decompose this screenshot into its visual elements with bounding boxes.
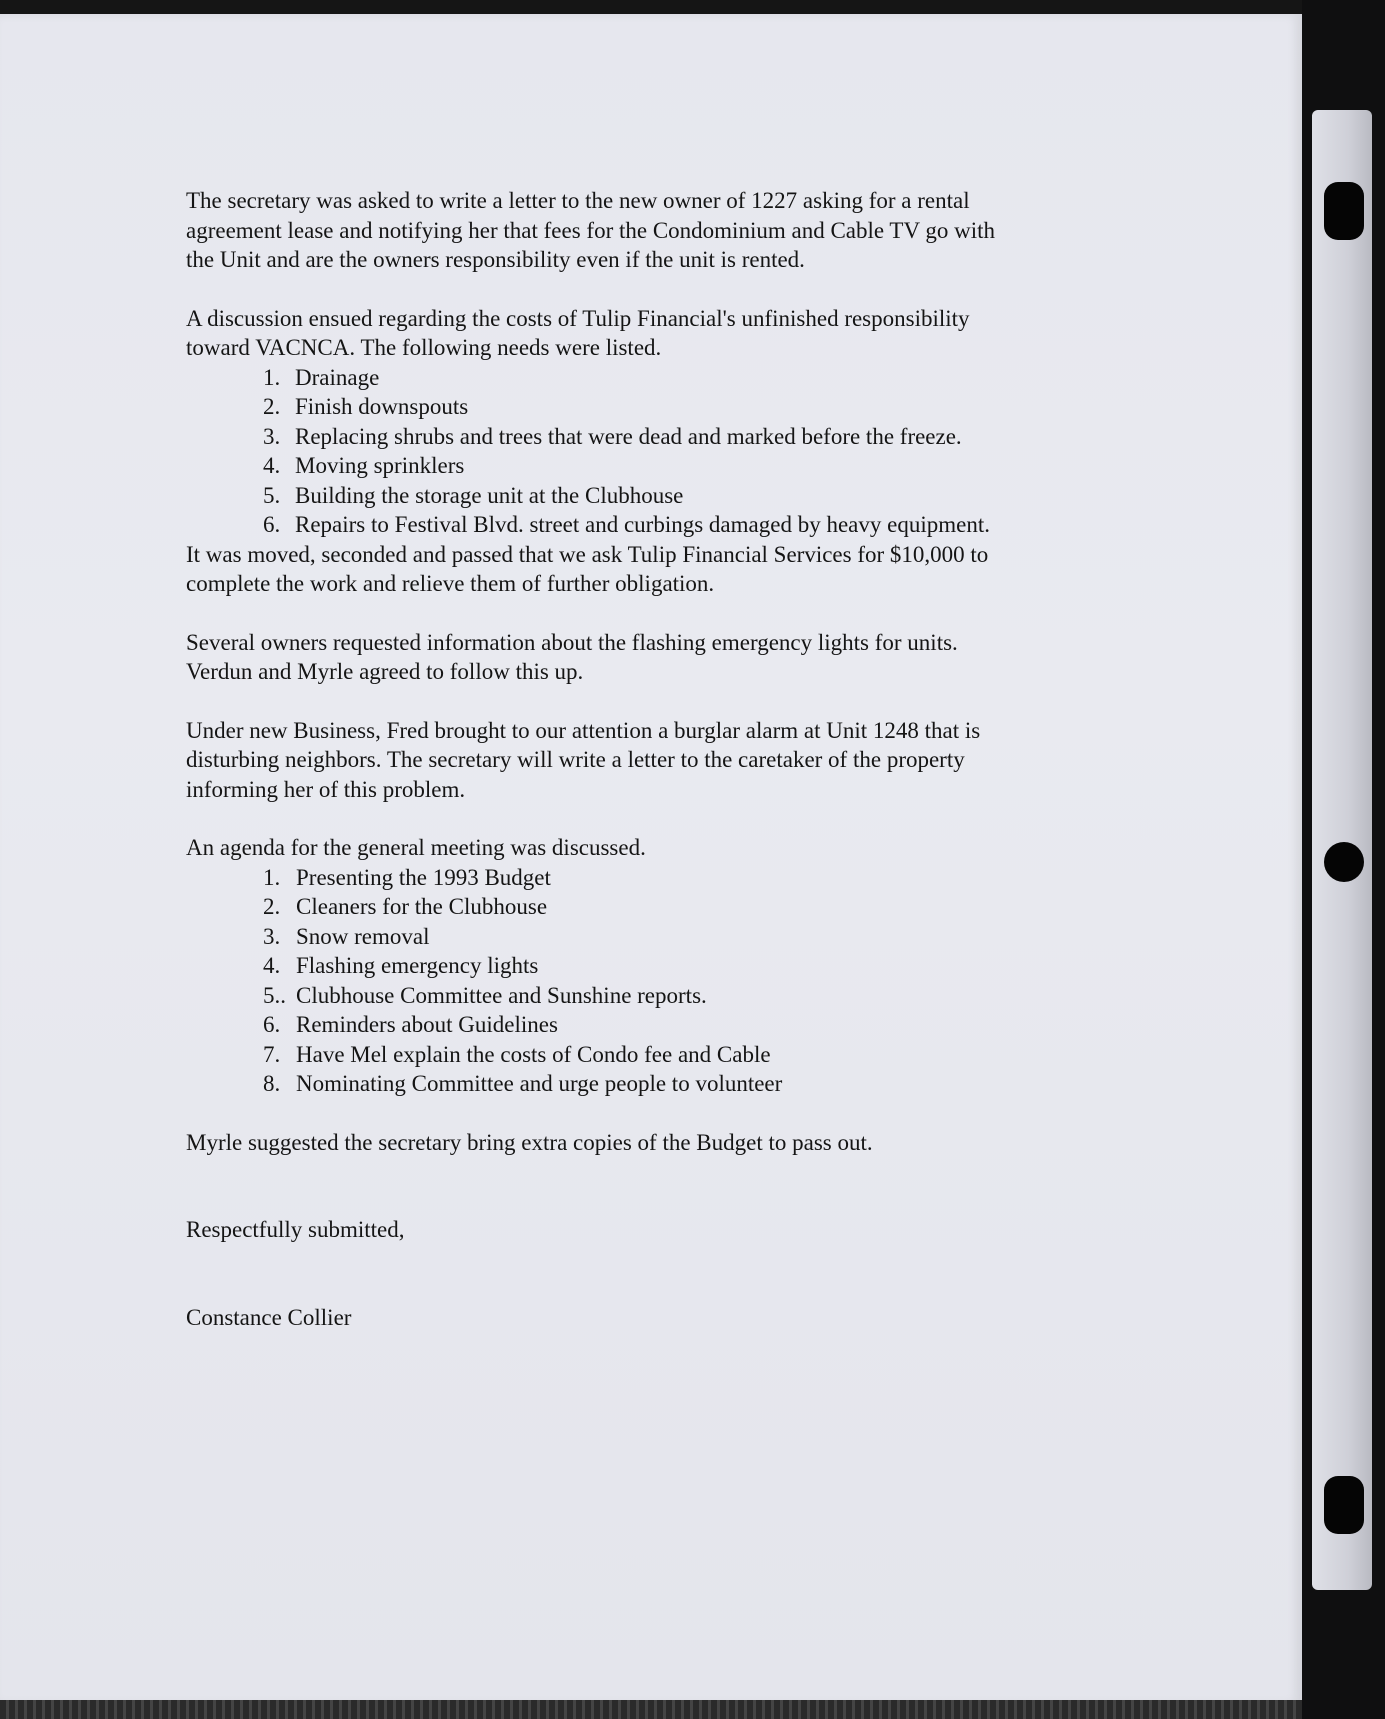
list-number: 1. <box>263 364 281 390</box>
list-item <box>186 922 1086 952</box>
list-number: 8. <box>263 1071 281 1096</box>
list-item <box>186 1040 1086 1070</box>
list-text: Replacing shrubs and trees that were dead and marked before the freeze. <box>295 423 962 449</box>
list-text: Presenting the 1993 Budget <box>296 864 551 890</box>
list-text: Cleaners for the Clubhouse <box>296 894 548 919</box>
needs-list <box>186 363 1086 540</box>
text-line: Verdun and Myrle agreed to follow this up. <box>186 659 584 684</box>
text-line: Several owners requested information about the flashing emergency lights for units. <box>186 629 958 655</box>
list-number: 2. <box>263 894 281 919</box>
list-item <box>186 863 1086 893</box>
list-text: Flashing emergency lights <box>296 953 539 978</box>
list-number: 3. <box>263 423 281 449</box>
list-number: 5.. <box>263 982 286 1008</box>
paragraph-agenda <box>186 833 1086 1099</box>
paragraph-emergency-lights <box>186 628 1086 687</box>
list-item <box>186 1069 1086 1099</box>
text-line: the Unit and are the owners responsibility even if the unit is rented. <box>186 247 805 272</box>
list-text: Have Mel explain the costs of Condo fee and Cable <box>296 1041 771 1067</box>
list-text: Finish downspouts <box>295 394 469 419</box>
punch-hole <box>1324 1476 1364 1534</box>
meeting-minutes-text <box>186 186 1086 1361</box>
list-text: Building the storage unit at the Clubhouse <box>295 482 684 508</box>
text-line: complete the work and relieve them of further obligation. <box>186 571 715 596</box>
text-line: It was moved, seconded and passed that we ask Tulip Financial Services for $10,000 to <box>186 541 989 567</box>
list-text: Reminders about Guidelines <box>296 1012 558 1037</box>
punch-hole <box>1324 182 1364 240</box>
text-line: toward VACNCA. The following needs were listed. <box>186 335 662 360</box>
paragraph-new-business <box>186 716 1086 805</box>
punch-hole <box>1324 842 1364 882</box>
closing-line: Respectfully submitted, <box>186 1217 405 1242</box>
list-text: Nominating Committee and urge people to volunteer <box>296 1071 783 1096</box>
agenda-intro: An agenda for the general meeting was discussed. <box>186 835 646 860</box>
list-item <box>186 1010 1086 1040</box>
list-number: 1. <box>263 864 281 890</box>
list-item <box>186 981 1086 1011</box>
list-text: Drainage <box>295 364 380 390</box>
list-number: 6. <box>263 1012 281 1037</box>
text-line: The secretary was asked to write a letter to the new owner of 1227 asking for a rental <box>186 188 970 213</box>
paragraph-budget-copies: Myrle suggested the secretary bring extra copies of the Budget to pass out. <box>186 1129 873 1155</box>
text-line: informing her of this problem. <box>186 776 466 802</box>
list-number: 4. <box>263 953 281 978</box>
list-number: 4. <box>263 453 281 478</box>
list-text: Moving sprinklers <box>295 453 465 478</box>
list-item <box>186 451 1086 481</box>
list-number: 7. <box>263 1041 281 1067</box>
paper-sheet <box>0 14 1302 1704</box>
list-item <box>186 510 1086 540</box>
text-line: disturbing neighbors. The secretary will write a letter to the caretaker of the property <box>186 747 965 772</box>
bottom-edge <box>0 1700 1302 1719</box>
list-number: 5. <box>263 482 281 508</box>
list-item <box>186 363 1086 393</box>
text-line: A discussion ensued regarding the costs of Tulip Financial's unfinished responsibility <box>186 305 970 331</box>
list-item <box>186 392 1086 422</box>
list-text: Clubhouse Committee and Sunshine reports. <box>296 982 707 1008</box>
agenda-list <box>186 863 1086 1099</box>
list-item <box>186 892 1086 922</box>
paragraph-rental-letter <box>186 186 1086 275</box>
list-number: 2. <box>263 394 281 419</box>
list-item <box>186 951 1086 981</box>
list-number: 6. <box>263 512 281 537</box>
list-number: 3. <box>263 923 281 949</box>
paragraph-tulip-financial <box>186 304 1086 599</box>
list-text: Repairs to Festival Blvd. street and curbings damaged by heavy equipment. <box>295 512 990 537</box>
list-item <box>186 422 1086 452</box>
paragraph-motion <box>186 540 1086 599</box>
paragraph-tulip-intro <box>186 304 1086 363</box>
text-line: agreement lease and notifying her that fees for the Condominium and Cable TV go with <box>186 217 996 243</box>
text-line: Under new Business, Fred brought to our attention a burglar alarm at Unit 1248 that is <box>186 717 981 743</box>
list-item <box>186 481 1086 511</box>
signature-name: Constance Collier <box>186 1304 352 1330</box>
list-text: Snow removal <box>296 923 430 949</box>
